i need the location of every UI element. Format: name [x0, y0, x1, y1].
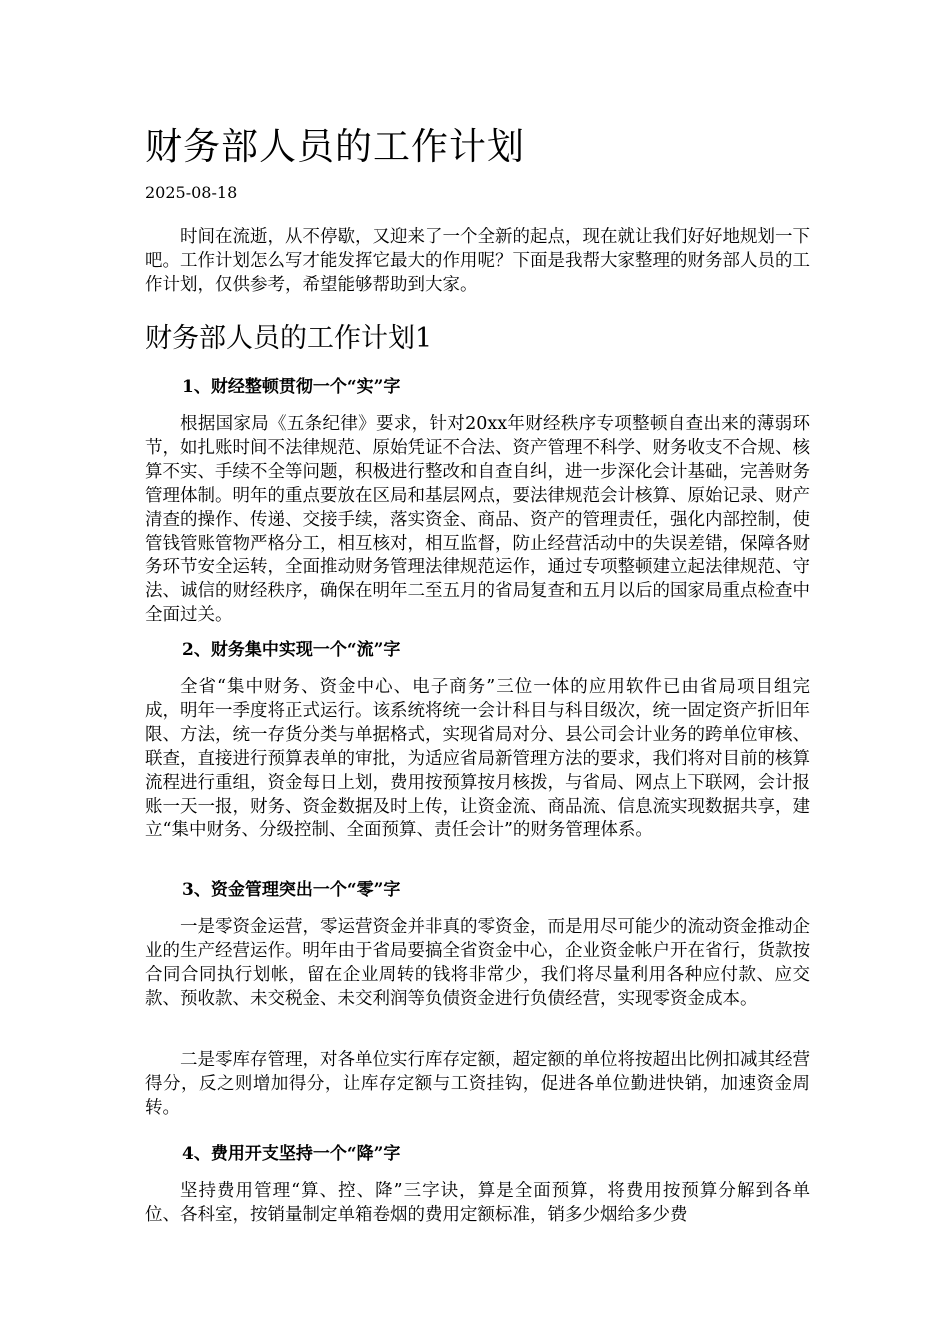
item-paragraph-1: 根据国家局《五条纪律》要求，针对20xx年财经秩序专项整顿自查出来的薄弱环节，如扎账时间不法律规范、原始凭证不合法、资产管理不科学、财务收支不合规、核算不实、手续不全等问题，积极进行整改和自查自纠，进一步深化会计基础，完善财务管理体制。明年的重点要放在区局和基层网点，要法律规范会计核算、原始记录、财产清查的操作、传递、交接手续，落实资金、商品、资产的管理责任，强化内部控制，使管钱管账管物严格分工，相互核对，相互监督，防止经营活动中的失误差错，保障各财务环节安全运转，全面推动财务管理法律规范运作，通过专项整顿建立起法律规范、守法、诚信的财经秩序，确保在明年二至五月的省局复查和五月以后的国家局重点检查中全面过关。 [145, 414, 810, 626]
item-heading-4: 4、费用开支坚持一个“降”字 [182, 1144, 401, 1164]
page-title: 财务部人员的工作计划 [145, 125, 525, 168]
item-paragraph-2: 全省“集中财务、资金中心、电子商务”三位一体的应用软件已由省局项目组完成，明年一季度将正式运行。该系统将统一会计科目与科目级次，统一固定资产折旧年限、方法，统一存货分类与单据格式，实现省局对分、县公司会计业务的跨单位审核、联查，直接进行预算表单的审批，为适应省局新管理方法的要求，我们将对目前的核算流程进行重组，资金每日上划，费用按预算按月核拨，与省局、网点上下联网，会计报账一天一报，财务、资金数据及时上传，让资金流、商品流、信息流实现数据共享，建立“集中财务、分级控制、全面预算、责任会计”的财务管理体系。 [145, 677, 810, 841]
item-paragraph-3b: 二是零库存管理，对各单位实行库存定额，超定额的单位将按超出比例扣减其经营得分，反之则增加得分，让库存定额与工资挂钩，促进各单位勤进快销，加速资金周转。 [145, 1050, 810, 1118]
intro-paragraph: 时间在流逝，从不停歇，又迎来了一个全新的起点，现在就让我们好好地规划一下吧。工作计划怎么写才能发挥它最大的作用呢？下面是我帮大家整理的财务部人员的工作计划，仅供参考，希望能够帮助到大家。 [145, 227, 810, 295]
item-heading-1: 1、财经整顿贯彻一个“实”字 [182, 377, 401, 397]
item-paragraph-3a: 一是零资金运营，零运营资金并非真的零资金，而是用尽可能少的流动资金推动企业的生产经营运作。明年由于省局要搞全省资金中心，企业资金帐户开在省行，货款按合同合同执行划帐，留在企业周转的钱将非常少，我们将尽量利用各种应付款、应交款、预收款、未交税金、未交利润等负债资金进行负债经营，实现零资金成本。 [145, 917, 810, 1009]
section-heading: 财务部人员的工作计划1 [145, 323, 433, 354]
item-paragraph-4: 坚持费用管理“算、控、降”三字诀，算是全面预算，将费用按预算分解到各单位、各科室，按销量制定单箱卷烟的费用定额标准，销多少烟给多少费 [145, 1181, 810, 1225]
publish-date: 2025-08-18 [145, 183, 238, 202]
item-heading-2: 2、财务集中实现一个“流”字 [182, 640, 401, 660]
item-heading-3: 3、资金管理突出一个“零”字 [182, 880, 401, 900]
